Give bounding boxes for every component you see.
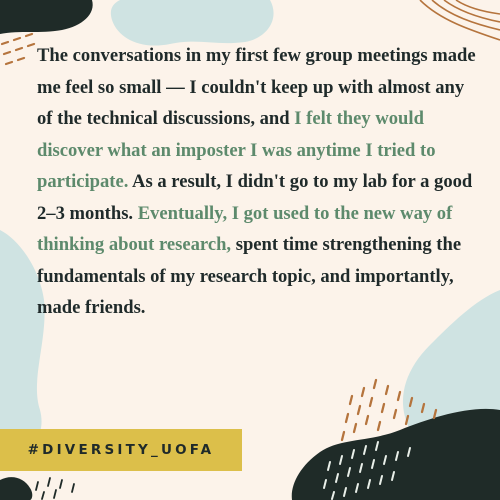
quote-highlight-2: Eventually, I got used to the new way of thinking about research, [37, 202, 453, 255]
top-light-blob [111, 0, 274, 46]
bottom-left-dash-pattern [36, 478, 74, 499]
top-left-dash-pattern [2, 34, 34, 64]
hashtag-label: #DIVERSITY_UOFA [27, 442, 215, 458]
quote-text-2: As a result, I didn't go to my lab for a good 2–3 months. [37, 171, 473, 224]
quote-text-1: The conversations in my first few group meetings made me feel so small — I couldn't keep up with almost any of the technical discussions, and [37, 45, 476, 129]
bottom-right-dark-blob [292, 409, 500, 500]
bottom-left-dark-blob [0, 477, 32, 500]
quote-text-3: spent time strengthening the fundamentals of my research topic, and importantly, made friends. [37, 234, 462, 318]
hashtag-banner [0, 429, 242, 471]
quote-highlight-1: I felt they would discover what an imposter I was anytime I tried to participate. [37, 108, 436, 192]
top-right-swirl [420, 0, 500, 40]
top-left-dark-blob [0, 0, 93, 34]
testimonial-quote [37, 40, 477, 324]
